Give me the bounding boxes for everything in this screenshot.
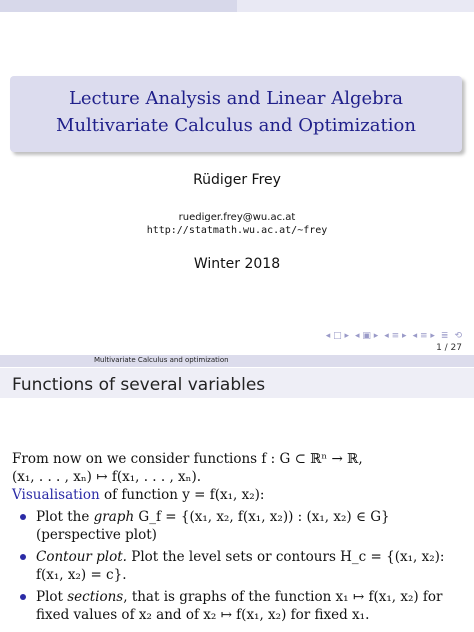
author-name: Rüdiger Frey: [193, 172, 281, 188]
author-homepage: http://statmath.wu.ac.at/~frey: [146, 225, 328, 236]
progress-bar-fill: [0, 0, 237, 12]
nav-subsection-icon[interactable]: ◂ ≡ ▸: [412, 331, 435, 341]
visualisation-line: [12, 486, 470, 504]
visualisation-rest: of function y = f(x₁, x₂):: [99, 487, 265, 503]
frame-title: Functions of several variables: [12, 375, 266, 395]
bullet-rest: Plot the level sets or contours H_c = {(x₁, x₂): f(x₁, x₂) = c}.: [36, 549, 445, 583]
slide-body: [12, 450, 470, 628]
frame-title-band: [0, 368, 474, 398]
list-item: [12, 508, 470, 544]
nav-search-icon[interactable]: ⟲: [454, 331, 462, 341]
header-bar: [0, 355, 474, 367]
nav-section-icon[interactable]: ◂ ≡ ▸: [384, 331, 407, 341]
bullet-emph: Contour plot.: [36, 549, 127, 565]
content-slide: [0, 355, 474, 632]
author-email: ruediger.frey@wu.ac.at: [178, 212, 296, 223]
intro-line-1: From now on we consider functions f : G ⊂ ℝⁿ → ℝ,: [12, 451, 363, 467]
nav-prev-frame-icon[interactable]: ◂ □ ▸: [325, 331, 350, 341]
visualisation-label: Visualisation: [12, 487, 100, 503]
title-box: [10, 76, 462, 152]
header-label: Multivariate Calculus and optimization: [94, 356, 229, 364]
bullet-emph: graph: [93, 509, 135, 525]
bullet-rest: G_f = {(x₁, x₂, f(x₁, x₂)) : (x₁, x₂) ∈ G} (perspective plot): [36, 509, 390, 543]
list-item: [12, 548, 470, 584]
semester-date: Winter 2018: [193, 256, 281, 272]
progress-bar: [0, 0, 474, 12]
bullet-lead: Plot: [36, 589, 68, 605]
list-item: [12, 588, 470, 624]
bullet-emph: sections: [67, 589, 124, 605]
page-number: 1 / 27: [436, 343, 462, 353]
lecture-title-line-2: Multivariate Calculus and Optimization: [56, 115, 416, 136]
beamer-navigation[interactable]: [326, 330, 462, 342]
nav-next-frame-icon[interactable]: ◂ ▣ ▸: [355, 331, 379, 341]
intro-line-2: (x₁, . . . , xₙ) ↦ f(x₁, . . . , xₙ).: [12, 469, 202, 485]
bullet-icon: [20, 514, 26, 520]
bullet-rest: , that is graphs of the function x₁ ↦ f(x₁, x₂) for fixed values of x₂ and of x₂ ↦ f(x₁, x₂) for fixed x₁.: [36, 589, 443, 623]
nav-doc-icon[interactable]: ≣: [440, 331, 449, 341]
lecture-title-line-1: Lecture Analysis and Linear Algebra: [68, 88, 404, 109]
bullet-lead: Plot the: [36, 509, 94, 525]
bullet-list: [12, 508, 470, 624]
bullet-icon: [20, 594, 26, 600]
bullet-icon: [20, 554, 26, 560]
